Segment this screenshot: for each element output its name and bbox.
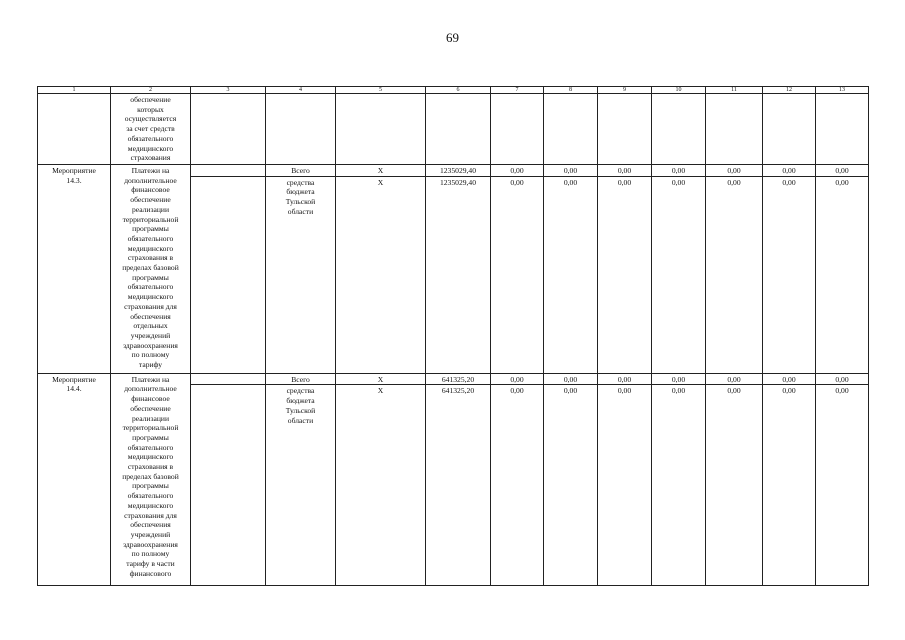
budget-table — [37, 86, 869, 586]
measure-description: Платежи на дополнительное финансовое обеспечение реализации территориальной программы обязательного медицинского страхования в пределах базовой программы обязательного медицинского страхования для обеспечения отдельных учреждений здравоохранения по полному тарифу — [111, 165, 191, 374]
empty-cell — [266, 94, 336, 165]
marker-cell: X — [336, 385, 426, 586]
measure-name: Мероприятие 14.4. — [38, 373, 111, 586]
empty-cell — [191, 385, 266, 586]
value-cell: 0,00 — [816, 385, 869, 586]
value-cell: 0,00 — [544, 176, 598, 373]
empty-cell — [544, 94, 598, 165]
value-cell: 0,00 — [652, 385, 706, 586]
funding-source: средства бюджета Тульской области — [266, 385, 336, 586]
empty-cell — [491, 94, 544, 165]
marker-cell: X — [336, 176, 426, 373]
empty-cell — [706, 94, 763, 165]
value-cell: 0,00 — [491, 165, 544, 177]
empty-cell — [191, 165, 266, 177]
value-cell: 0,00 — [652, 165, 706, 177]
empty-cell — [336, 94, 426, 165]
value-cell: 0,00 — [816, 176, 869, 373]
value-cell: 0,00 — [544, 165, 598, 177]
value-cell: 0,00 — [544, 373, 598, 385]
column-number: 11 — [706, 87, 763, 94]
empty-cell — [38, 94, 111, 165]
value-cell: 0,00 — [598, 385, 652, 586]
empty-cell — [191, 176, 266, 373]
column-number: 8 — [544, 87, 598, 94]
value-cell: 0,00 — [763, 176, 816, 373]
marker-cell: X — [336, 165, 426, 177]
empty-cell — [598, 94, 652, 165]
column-number-row — [38, 87, 869, 94]
value-cell: 0,00 — [491, 385, 544, 586]
column-number: 2 — [111, 87, 191, 94]
value-cell: 0,00 — [706, 385, 763, 586]
column-number: 10 — [652, 87, 706, 94]
value-cell: 0,00 — [598, 176, 652, 373]
empty-cell — [816, 94, 869, 165]
empty-cell — [652, 94, 706, 165]
measure-name: Мероприятие 14.3. — [38, 165, 111, 374]
column-number: 13 — [816, 87, 869, 94]
value-cell: 0,00 — [491, 176, 544, 373]
value-cell: 0,00 — [491, 373, 544, 385]
empty-cell — [191, 373, 266, 385]
column-number: 1 — [38, 87, 111, 94]
value-cell: 0,00 — [652, 373, 706, 385]
value-cell: 0,00 — [598, 165, 652, 177]
marker-cell: X — [336, 373, 426, 385]
value-cell: 0,00 — [763, 165, 816, 177]
column-number: 12 — [763, 87, 816, 94]
table-row — [38, 373, 869, 385]
amount-cell: 641325,20 — [426, 373, 491, 385]
funding-source: Всего — [266, 373, 336, 385]
column-number: 5 — [336, 87, 426, 94]
column-number: 6 — [426, 87, 491, 94]
column-number: 7 — [491, 87, 544, 94]
value-cell: 0,00 — [763, 385, 816, 586]
page-number: 69 — [446, 30, 459, 45]
funding-source: Всего — [266, 165, 336, 177]
measure-description: Платежи на дополнительное финансовое обеспечение реализации территориальной программы обязательного медицинского страхования в пределах базовой программы обязательного медицинского страхования для обеспечения учреждений здравоохранения по полному тарифу в части финансового — [111, 373, 191, 586]
value-cell: 0,00 — [598, 373, 652, 385]
empty-cell — [426, 94, 491, 165]
column-number: 3 — [191, 87, 266, 94]
empty-cell — [763, 94, 816, 165]
table-row — [38, 165, 869, 177]
amount-cell: 641325,20 — [426, 385, 491, 586]
amount-cell: 1235029,40 — [426, 176, 491, 373]
funding-source: средства бюджета Тульской области — [266, 176, 336, 373]
amount-cell: 1235029,40 — [426, 165, 491, 177]
value-cell: 0,00 — [706, 165, 763, 177]
continuation-row — [38, 94, 869, 165]
column-number: 9 — [598, 87, 652, 94]
column-number: 4 — [266, 87, 336, 94]
value-cell: 0,00 — [706, 176, 763, 373]
value-cell: 0,00 — [816, 373, 869, 385]
value-cell: 0,00 — [706, 373, 763, 385]
value-cell: 0,00 — [544, 385, 598, 586]
continuation-description: обеспечение которых осуществляется за счет средств обязательного медицинского страхования — [111, 94, 191, 165]
value-cell: 0,00 — [816, 165, 869, 177]
value-cell: 0,00 — [652, 176, 706, 373]
empty-cell — [191, 94, 266, 165]
value-cell: 0,00 — [763, 373, 816, 385]
